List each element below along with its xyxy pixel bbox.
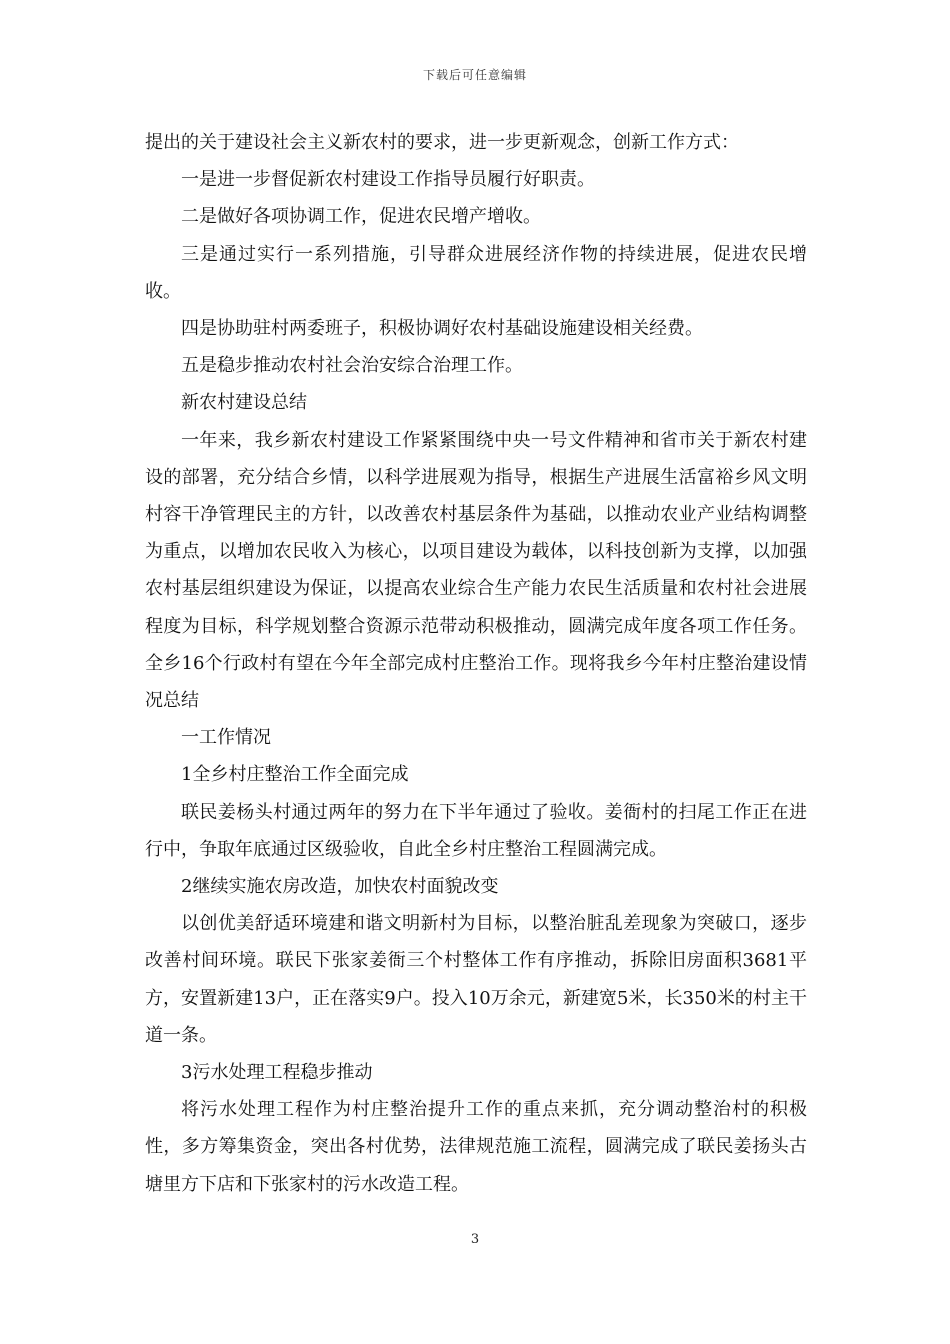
- section-heading: 一工作情况: [181, 727, 271, 749]
- paragraph: 一是进一步督促新农村建设工作指导员履行好职责。: [181, 169, 595, 191]
- paragraph: 三是通过实行一系列措施，引导群众进展经济作物的持续进展，促进农民增收。: [145, 243, 807, 302]
- paragraph: 以创优美舒适环境建和谐文明新村为目标，以整治脏乱差现象为突破口，逐步改善村间环境。联民下张家姜衙三个村整体工作有序推动，拆除旧房面积3681平方，安置新建13户，正在落实9户。投入10万余元，新建宽5米，长350米的村主干道一条。: [145, 913, 807, 1046]
- paragraph: 将污水处理工程作为村庄整治提升工作的重点来抓，充分调动整治村的积极性，多方筹集资金，突出各村优势，法律规范施工流程，圆满完成了联民姜扬头古塘里方下店和下张家村的污水改造工程。: [145, 1099, 807, 1195]
- paragraph: 联民姜杨头村通过两年的努力在下半年通过了验收。姜衙村的扫尾工作正在进行中，争取年底通过区级验收，自此全乡村庄整治工程圆满完成。: [145, 801, 807, 860]
- paragraph: 四是协助驻村两委班子，积极协调好农村基础设施建设相关经费。: [181, 318, 703, 340]
- document-body: [145, 124, 807, 1203]
- subsection-heading: 1全乡村庄整治工作全面完成: [181, 764, 409, 786]
- paragraph: 提出的关于建设社会主义新农村的要求，进一步更新观念，创新工作方式：: [145, 132, 739, 153]
- section-title: 新农村建设总结: [181, 392, 307, 414]
- paragraph: 五是稳步推动农村社会治安综合治理工作。: [181, 355, 523, 377]
- page-header-note: 下载后可任意编辑: [422, 68, 527, 82]
- subsection-heading: 2继续实施农房改造，加快农村面貌改变: [181, 876, 499, 898]
- paragraph: 二是做好各项协调工作，促进农民增产增收。: [181, 206, 541, 228]
- paragraph: 一年来，我乡新农村建设工作紧紧围绕中央一号文件精神和省市关于新农村建设的部署，充分结合乡情，以科学进展观为指导，根据生产进展生活富裕乡风文明村容干净管理民主的方针，以改善农村基层条件为基础，以推动农业产业结构调整为重点，以增加农民收入为核心，以项目建设为载体，以科技创新为支撑，以加强农村基层组织建设为保证，以提高农业综合生产能力农民生活质量和农村社会进展程度为目标，科学规划整合资源示范带动积极推动，圆满完成年度各项工作任务。全乡16个行政村有望在今年全部完成村庄整治工作。现将我乡今年村庄整治建设情况总结: [145, 429, 807, 712]
- subsection-heading: 3污水处理工程稳步推动: [181, 1062, 373, 1084]
- page-number: 3: [470, 1232, 480, 1247]
